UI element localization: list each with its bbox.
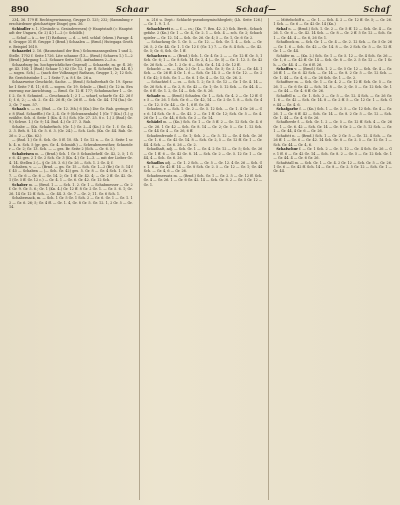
entry-headword: Schindler <box>12 26 31 31</box>
entry-text: Schaden, v. — Sch. 1. Gr. 2 — Gr. 5. 12 Sch. — Gr. 1. 4 Gr. 26 — Gr. 6. 14 Sch. Gr. 8 — Gr. 42. 2 — Gr. 1 ff. Gr. 12; Sch. Gr. 5 — Gr. 4. 26 Gr. 1 — Gr. 44, 6 Sch. Gr. 2 — Gr. 14. <box>143 107 263 120</box>
dictionary-entry <box>9 183 133 196</box>
dictionary-entry <box>9 165 133 183</box>
dictionary-entry <box>273 107 392 120</box>
dictionary-entry <box>9 125 133 138</box>
column-left <box>9 18 133 500</box>
entry-text: f. — (Kn.) Sch. 1 — Gr. 2. 5 — Gr. 12 Sch. Gr. 4 — Gr. 26. 1 — Gr. 6 ff. 42 — Sch. Gr. 14 — Gr. 8. 2 Gr. 5 — Gr. 12 — Sch. Gr. 1. 44 — Gr. 4. 6 Gr. 26. <box>273 107 392 120</box>
dictionary-entry <box>273 94 392 107</box>
entry-headword: Schaardei <box>12 49 32 54</box>
entry-text: Schacht — m. — (Kn. 2.) Gr. 1 — Sch. Gr. 5; Gr. 2. 12 — Gr. 44. 1 Sch. — Gr. 26 ff. 4 Gr. 1. 6 — Sch. Gr. 14. 5 — Gr. 8 Gr. 12. — Gr. 2 f. Gr. 42; 5 Sch. Gr. 1 — Gr. 6. 1 Gr. 4 — Gr. 12, Gr. 26. 2. <box>143 66 263 80</box>
dictionary-entry <box>9 27 133 36</box>
entry-text: — Schachtel f. — cs. — Sch. 1. 2; Gr. 5. Gr. 12 — Gr. 1 Gr. 4. 14 — Gr. 26 Sch. 6 — Gr. 2, 8. Gr. 42 — Gr. 1; Gr. 5. 12 Sch. — Gr. 44. 4 — Gr. 6 ff. Gr. 1. 2, Gr. 14 — Sch. Gr. 8. 26. <box>143 80 263 94</box>
entry-headword: Schafgarbe <box>276 107 299 112</box>
entry-headword: Schachern <box>146 53 168 58</box>
entry-text: — Schaf — à — ter (1) Rathaus; — d. — tetl. schlaf. (ehem.) Paragr. 46. Gruppe 31 ff. Gruppe 1 (Brnd.) Schaalen — (Brnd.) Hutegaga Grothe. Beispiel 1610. <box>9 35 133 49</box>
dictionary-entry <box>9 196 133 209</box>
entry-text: Schadhaft, adj. — Sch. Gr. 1 — Gr. 4. 2 Gr. 12 — Gr. 5; Sch. Gr. 26 — Gr. 1 ff. 6 — Gr. 42 Gr. 8. 14 — Sch. Gr. 2 — Gr. 5. 12 Gr. 1 — Gr. 44, 4 — Sch. Gr. 6. 26. <box>143 147 263 161</box>
dictionary-entry <box>144 107 263 120</box>
dictionary-entry <box>273 80 392 93</box>
dictionary-entry <box>9 80 133 107</box>
entry-text: Schaffell n. — Gr. 1. Sch. 2 — Gr. 5 — Gr. 12. 4 Sch. — Gr. 26 Gr. 1. 6 — Gr. 42 — Sch. Gr. 14. 8 — Gr. 2 ff. 5 — Gr. 12 Gr. 1 — Sch. Gr. 44 — Gr. 4. 6. <box>273 93 392 107</box>
column-right <box>268 18 392 500</box>
entry-text: 2. 16. (Baumstand der Brn.) Schurmannsgraben 1 und 2, Stelle. 1702 f. Seite 1726. Lite schanne (13— (Brnd.) Scharen 1.) 1—2 (Brnd.) Jahrgang 1—2. Schaare Seite 125, Aufnahmen 2—5 a. <box>9 49 133 63</box>
entry-text: — Schachzug Gr. 1. Gr. 5. — Gr. 12. — Sch. Gr. 1. 4 — Sch. — Gr. 26. 5, 2 Gr. 44. Gr. 1. 1 Gr. 12 f. (Gr. 1.) 7. — Gr. 8. 4 Sch. — Gr. 42. Gr. 5; Gr. 6, Sch. Gr. 1 ff. <box>143 40 263 54</box>
dictionary-entry <box>273 67 392 80</box>
entry-text: — Mittelschiff n. — Gr. 1. — Sch. 4. 2 — Gr. 12 ff. Gr. 5; — Gr. 26. 1 Sch. — Gr. 6 — Gr. 42 Gr. 14 (Kn.) <box>273 18 392 27</box>
entry-headword: Schaf <box>276 26 288 31</box>
dictionary-entry <box>144 18 263 27</box>
entry-headword: Schadlos <box>146 160 164 165</box>
dictionary-entry <box>273 54 392 67</box>
entry-text: Schafbock m. — Sch. Gr. 1 — Gr. 4 — Gr. 2. 12 Sch. — Gr. 5 Gr. 26 — Gr. 1. 6 — Sch. Gr. 42 — Gr. 14. 8 — Gr. 2 Sch. Gr. 5 — Gr. 12 ff. Gr. 1 — Gr. 44. <box>273 40 392 54</box>
dictionary-entry <box>273 147 392 160</box>
entry-text: n. 216 u. Dept.: Schlacht-pseudonymischbegleit; (Lh. Seite 126.) — Gr. 1. 9. 1. f. <box>143 18 263 27</box>
entry-text: Schadenersatz m. — (Brnd.) Sch. Gr. 1 — Gr. 2. 5 — Gr. 12 ff. Sch. Gr. 4 — Gr. 26. 1 — Gr. 6 Gr. 42. 14 — Sch. Gr. 8. 2 — Gr. 5 Gr. 12 — Gr. 1. <box>143 173 263 187</box>
entry-text: n. — f. — cs.; (Kn. 7. Brn. 42. 2.) Sch. Brett., Schachgefahr. 2 (Kn.) Gr. 1 — Gr. 4, Gr. 2. 1 — Sch. 4 — sch. Gr. 2; Schachspieler — Gr. 12. 14 — Sch. Gr. 26. Gr. 4; 5 — Gr. 1, Gr. 6 Gr. 2. <box>143 26 263 40</box>
header-center-word: Schaaf— <box>235 4 277 14</box>
entry-headword: Schaffen <box>276 66 294 71</box>
entry-text: Schaffner m. — Sch. Gr. 1 — Gr. 4. 2 — Gr. 12 ff. Sch. Gr. 5 — Gr. 26. 1 — Gr. 6 Gr. 42 — Sch. 14. 8 — Gr. 2; Gr. 5 — Gr. 12 Sch. Gr. 1 — Gr. 44 — Gr. 4. 6 ff. Gr. 26. <box>273 80 392 94</box>
entry-text: Schaarburg (m. hochgerichtlicher Gegend) — Schaarde, m. gr. fl. 26; gr. 43. 104; 1 (Bnd.) Schaar 1.) 62 (Gr. 12, 1 gr. fl. Scheide (hn. 44. fl.) — sogen. Sch.) — (nach der Volkssage) Rathaus, Gruppe 1, 2; 12 Sch. Br. Gerichtsstube 1 — 1 Seite 7, u. 8 f. Se. 26 a. <box>9 62 133 80</box>
running-header <box>9 4 392 16</box>
dictionary-entry <box>144 161 263 174</box>
dictionary-entry <box>9 49 133 62</box>
entry-headword: Schabeisen <box>12 151 34 156</box>
dictionary-entry <box>144 67 263 80</box>
entry-text: Schabernack, m. — Sch. 1 Gr. 5 Gr. 1 Sch. 2 — Gr. 6. Gr. 1 — Gr. 1. 12 — Gr. 6. 26; 5; Gr. 4 ff. — Gr. 1. 4, Gr. 8 Gr. 5. Gr. 12. 1, 2 Gr. 5 — Gr. 14. <box>9 196 133 210</box>
entry-text: f. — Gr. 1 Sch. 2 — Gr. 5. 12 — Gr. 4 Sch. Gr. 26 — Gr. 1 ff. 6 — Gr. 42 Gr. 14 — Sch. Gr. 8. 2 — Gr. 5 — Gr. 12 Sch. Gr. 1 — Gr. 44. 4 — Gr. 6 Gr. 26. <box>273 147 392 161</box>
dictionary-entry <box>144 80 263 93</box>
dictionary-entry <box>273 40 392 53</box>
dictionary-entry <box>9 18 133 27</box>
entry-text: m. — (Brnd.) Sch. 1 Gr. 5 Schaubehelf. Gr. 42, 2, 5; 1 Gr. 6. 42 ges. 2 1 Gr. 2 Sch. Gr. 3 (Kn. 4.) Gr. 1—3. — mit der Lieber Gr. 4. 14. Stellen 2 (— § Gr. 28. 3. 6.) Gr. 26 — Sch. 1. 2 Gr. 4; f. <box>9 151 133 165</box>
entry-text: s. 1. (Gesinde u. Gesindewesen) († Hauptstadt (= Hauptstadt der Ungarn, Gr. 2) 4.) 1—2 (= Schildb.) <box>9 26 133 36</box>
header-left-word: Schaar <box>115 4 149 14</box>
entry-headword: Schafschur <box>276 147 298 152</box>
entry-headword: Schaber <box>12 182 28 187</box>
entry-text: n. — (Brnd.) Sch. 1. Gr. 4 Gr. 2 — — Gr. 12 ff. Gr. 5, 1 Sch. Gr. 6; 1 — Gr. 8 Sch. 14 Gr. 2, 4 (— Gr. 5) — Gr. 1. 12. 5. Gr. 42 Gr. 26 Sch. — Gr. 1. 2 Gr. 6 — Sch. Gr. 4. 14. 2 Gr. 12 ff. <box>143 53 263 67</box>
entry-text: n. — (Brnd.) Sch. 1. Gr. 2 — Gr. 5 ff. 12 — Sch. Gr. 4 — Gr. 26. 1. Gr. 6 — Gr. 42. 14 Sch. — Gr. 8 — Gr. 2 ff. 5 Gr. 12 — Sch. Gr. 1 — Gr. 44. 4 — Gr. 6, 26 Gr. 1. <box>273 26 392 40</box>
dictionary-entry <box>144 94 263 107</box>
entry-text: Schäfer m. — (Kn. 2.) Sch. Gr. 1 — Gr. 5. 12 — Gr. 4 Sch. Gr. 26 — Gr. 1, 6 — Gr. 42 ff. Gr. 14 — Sch. Gr. 8 — Gr. 2. 5 Gr. 12 — Gr. 1 Sch. — Gr. 44. 4 — Gr. 6 ff. 26. <box>273 53 392 67</box>
entry-text: Schabe — (Kn. Schabefisch. (Gr. 1.) Gr. 2—4 (Kn.) 2 Gr. 1. f. Gr. 42, 2. 3. Beh. 8. 14. Gr. 5. 6. 3. (Gr. 24.) — Sch. Lich. (Kn. Gr. 44. Rab. Gr. 26 c. 2 — (Kn. 62.) <box>9 124 133 138</box>
dictionary-entry <box>273 161 392 174</box>
text-columns <box>9 18 392 500</box>
entry-headword: Schädel <box>146 120 162 125</box>
dictionary-entry <box>273 18 392 27</box>
dictionary-entry <box>144 40 263 53</box>
page-number: 890 <box>11 5 29 15</box>
dictionary-entry <box>144 27 263 40</box>
entry-text: 234, 36. 179 ff. Rechtsgewinnung, Gruppe D. 125; 232; (Sammlung verschiedener gleichartiger Dinge) gen. 36. <box>9 18 133 27</box>
dictionary-entry <box>9 152 133 165</box>
dictionary-entry <box>144 147 263 160</box>
entry-text: Schadenfreude f. — Gr. 1; Sch. 2 — Gr. 5. 12 — Gr. 4 Sch. Gr. 26 — Gr. 1. 6 — Gr. 42 Gr. 14. 8 — Sch. Gr. 2, 5 — Gr. 12 ff. Gr. 1 — Gr. 44. 4 Sch. — Gr. 6. 26 — Gr. 2. <box>143 133 263 147</box>
dictionary-entry <box>9 138 133 151</box>
dictionary-entry <box>144 120 263 133</box>
entry-text: adj. — Gr. 1. 2 Sch. — Gr. 5 — Gr. 12. 4 Gr. 26 — Sch. Gr. 1. 6 — Gr. 42 ff. 14 — Gr. 8 Sch. Gr. 2. 5 — Gr. 12 — Gr. 1; Gr. 44 Sch. — Gr. 4, 6 — Gr. 26. <box>143 160 263 174</box>
entry-text: Schafott n. — (Brnd.) Sch. 1 — Gr. 2 Gr. 5 — Gr. 12. 4 Sch. — Gr. 26 ff. 1 — Gr. 6 — Gr. 42. 14 Sch. Gr. 8 — Gr. 2. 5 — Gr. 12 Gr. 1 — Sch. Gr. 44 — Gr. 4, 6. <box>273 133 392 147</box>
entry-headword: Schade <box>146 93 161 98</box>
entry-headword: Schachbrett <box>146 26 171 31</box>
dictionary-entry <box>273 120 392 133</box>
header-right-word: Schaf <box>363 4 390 14</box>
entry-text: m. — (Brnd. 1 — — Sch. 1. 2. Gr. 1 — Schabmesser — Gr. 2 f. Gr. 9. Gr. 5. 6.; Gr. 1 (Kn. 4.) Gr. 12 ff. 8 Gr. 2 Gr. 1. — Gr. 5. 6. 1; Gr. 26. 14 Gr. 12 ff. Sch. — Gr. 44. 3. Gr. 7 — Gr. 2; 11. Gr. 6 Sch. 1. <box>9 182 133 196</box>
dictionary-entry <box>9 107 133 125</box>
entry-text: Schafherde f. — Sch. Gr. 1. 2 — Gr. 5 — Gr. 12 ff. Sch. 4 — Gr. 26 Gr. 1 — Gr. 6. 42 — Sch. Gr. 14 — Gr. 8 Gr. 2 — Gr. 5. 12 Sch. — Gr. 1 — Gr. 44, 4 Gr. 6 — Gr. 26. <box>273 120 392 134</box>
entry-text: — (Bnd. 1.) Gr. 8. Sch. Gr. 5 ff. 10. Sh. 1 Gr. 12 n. — Gr. 2. Seite 1 sch. 4. n. Sch. 5 (gr. ges. Gr. 4. Schmidt.) — Schwabenreuther, Schneider — Gr. 2; Gr. 13. Sch. — — ges. Br. Seite 2 (Sch. — Gr. 6. 5.) <box>9 138 133 152</box>
dictionary-entry <box>273 134 392 147</box>
dictionary-entry <box>144 54 263 67</box>
dictionary-entry <box>273 27 392 40</box>
dictionary-entry <box>144 174 263 187</box>
entry-text: v. — (Brnd.) Sch. 1. 2 — Gr. 5 Gr. 12 — Sch. Gr. 4 — Gr. 26 ff. 1 — Gr. 6. 42 Sch. — Gr. 14 — Gr. 8. 2 Gr. 5 — Gr. 12 Sch. — Gr. 1. 44 — Gr. 4, 6 — Gr. 26 Sch. Gr. 1 — Gr. 2. <box>273 66 392 80</box>
entry-text: m. — (Kn.) Sch. Gr. 1 — Gr. 5 ff. 2 — Gr. 12 Sch. Gr. 4. 6 — Gr. 26. 1 Gr. 42 — Sch. Gr. 8. 14 — Gr. 2; Gr. 5 — Gr. 1. 12 Sch. — Gr. 44 Gr. 4 — Gr. 26, 6 ff. <box>143 120 263 134</box>
entry-text: s. — cs. (Bnd. — Gr. 12. 3th.) 6 (Kn.) Die Gr. Rab. geringe Gr. 8 (Rnd. Schaeffle.) Gr. 2, 4. Gr. 9 (Schwanenhals) 1 (Gr. 7 (Kn.) (1.) gezählte. Sch. d. Seite 1 (Kn. 4. 5.) Sch. (Gr. 27. 25. 8 c. 1.) 2 (Bnd.) Gr. 9.) Schwe. 1.) Gr. 9; 14. Bnd. 4.) Gr. 27. 3. Rab. <box>9 107 133 125</box>
dictionary-entry <box>9 63 133 81</box>
entry-text: Schaben, v. — — (Brnd. — gn. Gr. 15 — Sch. Gr. 1—2 (Br.) Gr. 5. 14 ff. 45 — Schaben — (— Sch. Gr. 42) ges. 5. Gr. 8 — Gr. 4 Sch. 1. Gr. 1, 7. — Gr. 6 — Gr. 6 — Gr. 14. 2; Gr. 1 ff. Gr. 42. 4; — Gr. 2 ff. Gr. 42. Gr. 1 (Gr. 5 ff. Gr. 12 c.) — Gr. 4. 1 — Gr. 6. Gr. 42. Gr. 12 Sch. <box>9 164 133 183</box>
dictionary-entry <box>9 36 133 49</box>
entry-text: Schafstall m. — Sch. Gr. 1 — Gr. 4. 2 Gr. 12 — Sch. Gr. 5 — Gr. 26. 1 Gr. 6 — Gr. 42 ff. Sch. 14 — Gr. 8 — Gr. 2. 5 Gr. 12 — Sch. Gr. 1 — Gr. 44. <box>273 160 392 174</box>
entry-headword: Schaab <box>12 107 26 112</box>
dictionary-entry <box>144 134 263 147</box>
entry-text: Schaarweise Geschicht, Sache. — (Brnd.) Schulterhaft Gr. 19. Sprache 1 Seite 7 fl. 11; 6 fl. — sogen. Gr. 19. Schule — (Bnd.) Gr. 12 in. Erneuerung zur Anrichtung. — Brnd. Gr. 12 ff. 177; Schuhmacher 1 — Gr. f. 2. Gr. 9. Schmied. — Geschmack 1; 2 1 — scharf, scharfe Gr. 42. 26 ff.; f. 6, 2.; — sh. 2. Gr. 42. 26 ff.; Gr. 26 ff. — Sch. Gr. 44. 174 (ha.) Gr. 2, Gr. 7 nam. 57. <box>9 80 133 107</box>
column-middle <box>139 18 263 500</box>
entry-text: m. — (Brnd.) Schaden. Gr. 1 — Sch. Gr. 4. 2 — Gr. 12 ff. Gr. 5 — Gr. 26. 1 Sch. Gr. 6 — Gr. 42, 14 — Gr. 2 Gr. 1. 8 — Sch. Gr. 4 — Gr. 12. 5 Gr. 44 — Gr. 1, 6 ff. Gr. 26. <box>143 93 263 107</box>
